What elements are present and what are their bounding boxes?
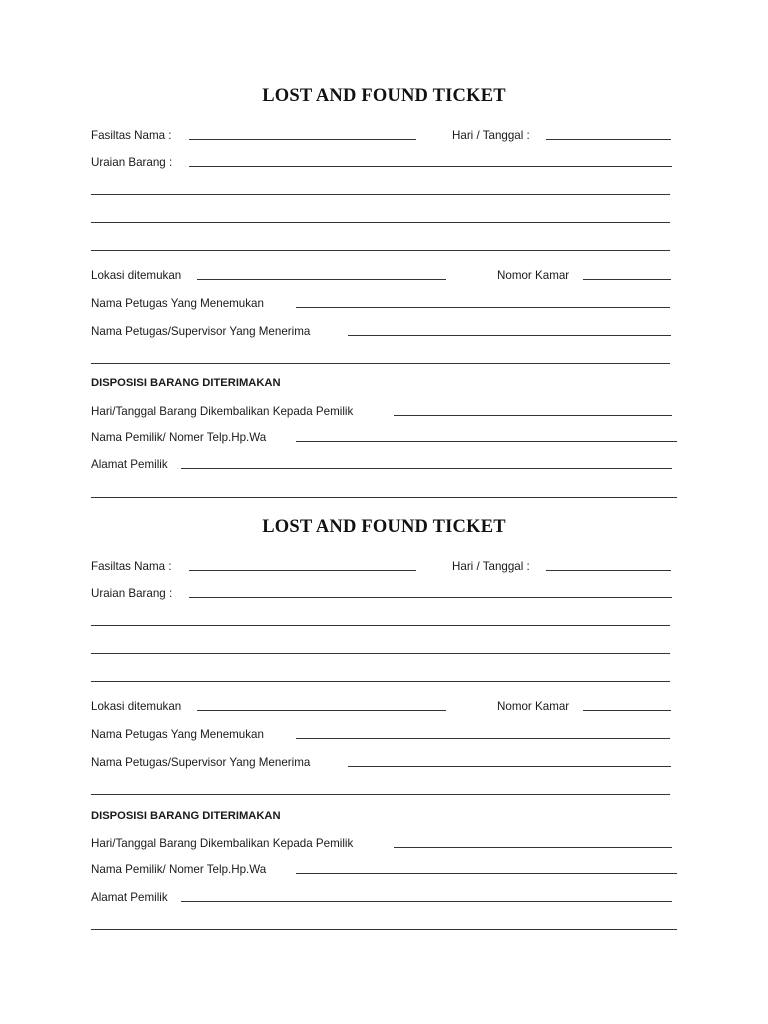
uraian-barang-line-4[interactable]	[91, 250, 670, 251]
pemilik-telp-field[interactable]	[296, 441, 677, 442]
petugas-menemukan-field[interactable]	[296, 738, 670, 739]
lost-and-found-ticket-1	[0, 86, 768, 516]
nomor-kamar-label: Nomor Kamar	[497, 700, 570, 713]
uraian-barang-line-2[interactable]	[91, 625, 670, 626]
disposisi-heading: DISPOSISI BARANG DITERIMAKAN	[91, 377, 281, 389]
petugas-menemukan-label: Nama Petugas Yang Menemukan	[91, 297, 264, 310]
ticket-bottom-line	[91, 497, 677, 498]
lokasi-ditemukan-field[interactable]	[197, 710, 446, 711]
pemilik-telp-label: Nama Pemilik/ Nomer Telp.Hp.Wa	[91, 863, 267, 876]
hari-tanggal-label: Hari / Tanggal :	[452, 129, 530, 142]
petugas-menemukan-field[interactable]	[296, 307, 670, 308]
nomor-kamar-field[interactable]	[583, 279, 671, 280]
petugas-menemukan-label: Nama Petugas Yang Menemukan	[91, 728, 264, 741]
lost-and-found-ticket-2	[0, 517, 768, 947]
supervisor-menerima-field[interactable]	[348, 766, 671, 767]
supervisor-menerima-label: Nama Petugas/Supervisor Yang Menerima	[91, 756, 311, 769]
uraian-barang-field[interactable]	[189, 166, 672, 167]
uraian-barang-line-3[interactable]	[91, 222, 670, 223]
dikembalikan-field[interactable]	[394, 415, 672, 416]
uraian-barang-label: Uraian Barang :	[91, 156, 173, 169]
lokasi-ditemukan-label: Lokasi ditemukan	[91, 269, 182, 282]
separator-line[interactable]	[91, 794, 670, 795]
supervisor-menerima-label: Nama Petugas/Supervisor Yang Menerima	[91, 325, 311, 338]
dikembalikan-field[interactable]	[394, 847, 672, 848]
nomor-kamar-field[interactable]	[583, 710, 671, 711]
fasilitas-nama-field[interactable]	[189, 139, 416, 140]
uraian-barang-label: Uraian Barang :	[91, 587, 173, 600]
uraian-barang-line-2[interactable]	[91, 194, 670, 195]
disposisi-heading: DISPOSISI BARANG DITERIMAKAN	[91, 810, 281, 822]
supervisor-menerima-field[interactable]	[348, 335, 671, 336]
alamat-pemilik-label: Alamat Pemilik	[91, 458, 168, 471]
alamat-pemilik-field[interactable]	[181, 901, 672, 902]
ticket-bottom-line	[91, 929, 677, 930]
hari-tanggal-label: Hari / Tanggal :	[452, 560, 530, 573]
alamat-pemilik-field[interactable]	[181, 468, 672, 469]
ticket-title: LOST AND FOUND TICKET	[262, 517, 506, 537]
separator-line[interactable]	[91, 363, 670, 364]
pemilik-telp-field[interactable]	[296, 873, 677, 874]
alamat-pemilik-label: Alamat Pemilik	[91, 891, 168, 904]
nomor-kamar-label: Nomor Kamar	[497, 269, 570, 282]
lokasi-ditemukan-label: Lokasi ditemukan	[91, 700, 182, 713]
ticket-title: LOST AND FOUND TICKET	[262, 86, 506, 106]
hari-tanggal-field[interactable]	[546, 570, 671, 571]
dikembalikan-label: Hari/Tanggal Barang Dikembalikan Kepada Pemilik	[91, 837, 354, 850]
fasilitas-nama-field[interactable]	[189, 570, 416, 571]
hari-tanggal-field[interactable]	[546, 139, 671, 140]
lokasi-ditemukan-field[interactable]	[197, 279, 446, 280]
pemilik-telp-label: Nama Pemilik/ Nomer Telp.Hp.Wa	[91, 431, 267, 444]
dikembalikan-label: Hari/Tanggal Barang Dikembalikan Kepada Pemilik	[91, 405, 354, 418]
uraian-barang-line-4[interactable]	[91, 681, 670, 682]
fasilitas-nama-label: Fasiltas Nama :	[91, 129, 172, 142]
uraian-barang-field[interactable]	[189, 597, 672, 598]
uraian-barang-line-3[interactable]	[91, 653, 670, 654]
fasilitas-nama-label: Fasiltas Nama :	[91, 560, 172, 573]
